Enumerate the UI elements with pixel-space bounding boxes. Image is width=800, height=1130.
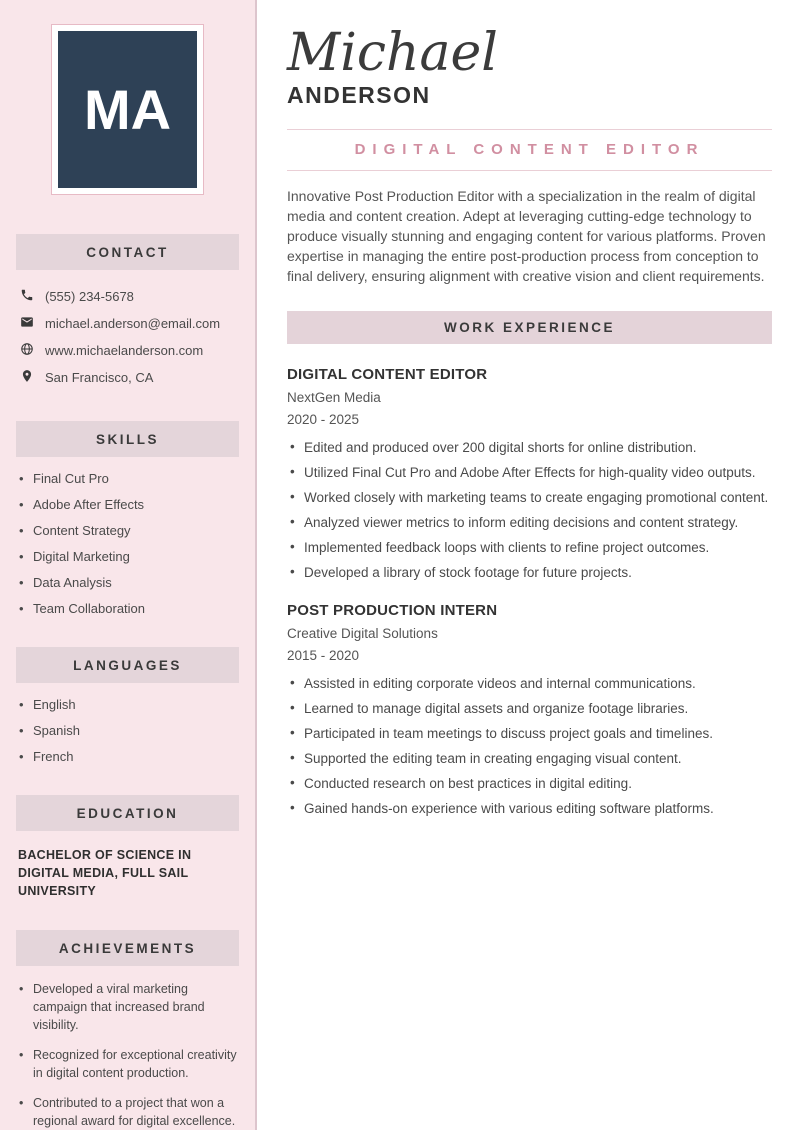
job-bullet: • Learned to manage digital assets and organize footage libraries. (287, 701, 772, 716)
skill-item: • Content Strategy (18, 523, 239, 539)
job-bullet: • Participated in team meetings to discuss project goals and timelines. (287, 726, 772, 741)
contact-phone (16, 283, 239, 310)
job-bullet: • Implemented feedback loops with clients to refine project outcomes. (287, 540, 772, 555)
contact-website (16, 337, 239, 364)
achievement-item: • Recognized for exceptional creativity in digital content production. (18, 1046, 239, 1082)
professional-summary: Innovative Post Production Editor with a specialization in the realm of digital media and content creation. Adept at leveraging cutting-edge technology to produce visually stunning and engaging content for various platforms. Proven expertise in managing the entire post-production process from conception to final delivery, ensuring alignment with creative vision and client requirements. (287, 188, 766, 284)
job-bullet: • Worked closely with marketing teams to create engaging promotional content. (287, 490, 772, 505)
job-title-band (287, 129, 772, 171)
education-section-heading: EDUCATION (16, 795, 239, 831)
phone-icon (20, 288, 34, 305)
skill-item: • Final Cut Pro (18, 471, 239, 487)
education-degree: BACHELOR OF SCIENCE IN DIGITAL MEDIA, FULL SAIL UNIVERSITY (18, 848, 192, 898)
job-entry-2 (287, 602, 772, 816)
job-bullet: • Analyzed viewer metrics to inform editing decisions and content strategy. (287, 515, 772, 530)
job-bullet: • Supported the editing team in creating engaging visual content. (287, 751, 772, 766)
monogram-frame (51, 24, 204, 195)
work-experience-heading: WORK EXPERIENCE (287, 311, 772, 344)
achievement-item: • Contributed to a project that won a regional award for digital excellence. (18, 1094, 239, 1130)
job-company: Creative Digital Solutions (287, 626, 438, 641)
achievement-item: • Developed a viral marketing campaign that increased brand visibility. (18, 980, 239, 1034)
job-bullet-list (287, 440, 772, 580)
job-title: DIGITAL CONTENT EDITOR (287, 366, 488, 383)
sidebar (0, 0, 257, 1130)
contact-location-text: San Francisco, CA (45, 370, 154, 385)
job-title-text: DIGITAL CONTENT EDITOR (354, 141, 705, 158)
job-bullet: • Assisted in editing corporate videos and internal communications. (287, 676, 772, 691)
email-icon (20, 315, 34, 332)
language-item: • French (18, 749, 239, 765)
skill-item: • Team Collaboration (18, 601, 239, 617)
contact-list (16, 283, 239, 391)
monogram: MA (58, 31, 197, 188)
languages-list (16, 697, 239, 765)
contact-website-text: www.michaelanderson.com (45, 343, 204, 358)
contact-section-heading: CONTACT (16, 234, 239, 270)
contact-email (16, 310, 239, 337)
skill-item: • Data Analysis (18, 575, 239, 591)
job-title: POST PRODUCTION INTERN (287, 602, 498, 619)
location-pin-icon (20, 369, 34, 386)
achievements-list (16, 980, 239, 1130)
job-bullet: • Gained hands-on experience with various editing software platforms. (287, 801, 772, 816)
job-dates: 2020 - 2025 (287, 412, 360, 427)
last-name: ANDERSON (287, 82, 431, 108)
language-item: • English (18, 697, 239, 713)
achievements-section-heading: ACHIEVEMENTS (16, 930, 239, 966)
contact-location (16, 364, 239, 391)
job-entry-1 (287, 366, 772, 580)
job-company: NextGen Media (287, 390, 381, 405)
skill-item: • Digital Marketing (18, 549, 239, 565)
main-content (257, 0, 800, 1130)
job-bullet: • Utilized Final Cut Pro and Adobe After Effects for high-quality video outputs. (287, 465, 772, 480)
language-item: • Spanish (18, 723, 239, 739)
skills-section-heading: SKILLS (16, 421, 239, 457)
first-name: Michael (287, 23, 498, 83)
job-dates: 2015 - 2020 (287, 648, 360, 663)
globe-icon (20, 342, 34, 359)
skill-item: • Adobe After Effects (18, 497, 239, 513)
skills-list (16, 471, 239, 617)
languages-section-heading: LANGUAGES (16, 647, 239, 683)
contact-email-text: michael.anderson@email.com (45, 316, 221, 331)
job-bullet: • Conducted research on best practices in digital editing. (287, 776, 772, 791)
job-bullet-list (287, 676, 772, 816)
job-bullet: • Edited and produced over 200 digital shorts for online distribution. (287, 440, 772, 455)
contact-phone-text: (555) 234-5678 (45, 289, 134, 304)
job-bullet: • Developed a library of stock footage for future projects. (287, 565, 772, 580)
